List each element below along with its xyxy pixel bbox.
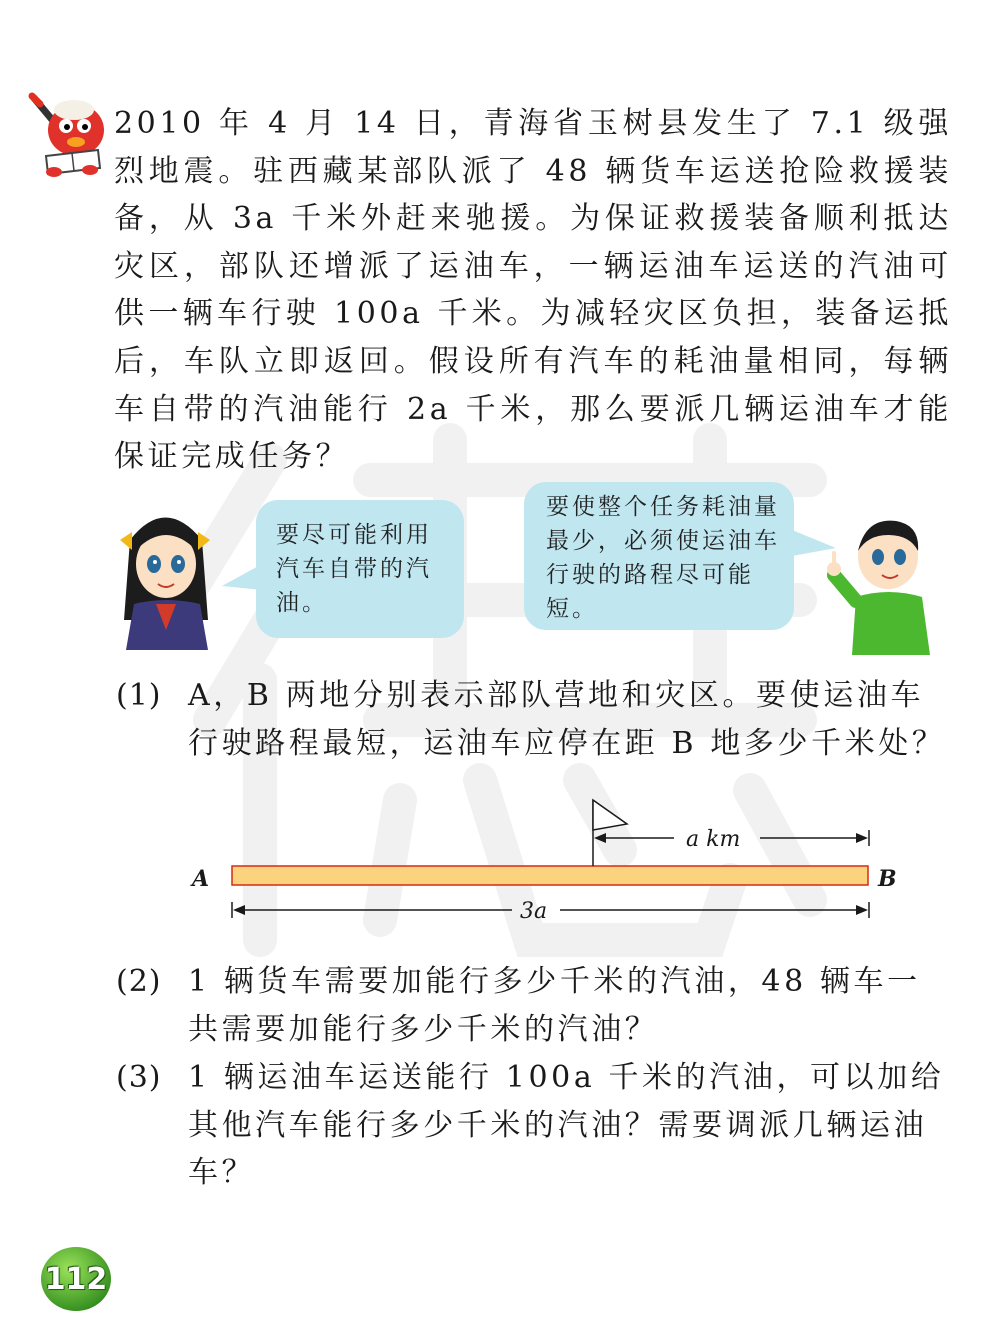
- boy-character-icon: [826, 505, 946, 655]
- bottom-measure-label: 3a: [520, 899, 548, 924]
- question-2: [116, 958, 952, 1053]
- page-number: 112: [44, 1261, 108, 1297]
- question-text-continued: 其他汽车能行多少千米的汽油？需要调派几辆运油车？: [188, 1107, 928, 1191]
- bottom-measure-arrow-left: [233, 905, 245, 915]
- top-measure-arrow-right: [856, 833, 868, 843]
- question-text: 1 辆货车需要加能行多少千米的汽油，48 辆车一: [188, 964, 921, 999]
- route-bar: [232, 866, 868, 885]
- boy-speech-bubble: 要使整个任务耗油量最少，必须使运油车行驶的路程尽可能短。: [524, 482, 794, 630]
- top-measure-arrow-left: [594, 833, 606, 843]
- question-number: (3): [116, 1060, 162, 1095]
- mascot-character-icon: [28, 92, 112, 180]
- girl-speech-bubble: 要尽可能利用汽车自带的汽油。: [256, 500, 464, 638]
- point-a-label: A: [192, 866, 210, 892]
- question-text: A，B 两地分别表示部队营地和灾区。要使运油车: [188, 678, 925, 713]
- question-number: (1): [116, 678, 162, 713]
- bottom-measure-arrow-right: [856, 905, 868, 915]
- flag-icon: [593, 800, 627, 830]
- girl-character-icon: [110, 500, 220, 650]
- question-3: [116, 1054, 952, 1197]
- girl-bubble-tail: [222, 560, 262, 600]
- point-b-label: B: [878, 866, 897, 892]
- top-measure-label: a km: [686, 827, 741, 852]
- question-text-continued: 行驶路程最短，运油车应停在距 B 地多少千米处？: [188, 725, 946, 761]
- question-number: (2): [116, 964, 162, 999]
- problem-text: 2010 年 4 月 14 日，青海省玉树县发生了 7.1 级强烈地震。驻西藏某部队派了 48 辆货车运送抢险救援装备，从 3a 千米外赶来驰援。为保证救援装备顺利抵达灾区，部队还增派了运油车，一辆运油车运送的汽油可供一辆车行驶 100a 千米。为减轻灾区负担，装备运抵后，车队立即返回。假设所有汽车的耗油量相同，每辆车自带的汽油能行 2a 千米，那么要派几辆运油车才能保证完成任务？: [114, 106, 952, 475]
- page-number-badge: [40, 1246, 112, 1312]
- question-text-continued: 共需要加能行多少千米的汽油？: [188, 1011, 659, 1047]
- distance-diagram: [180, 790, 920, 930]
- question-text: 1 辆运油车运送能行 100a 千米的汽油，可以加给: [188, 1060, 945, 1095]
- question-1: [116, 672, 952, 767]
